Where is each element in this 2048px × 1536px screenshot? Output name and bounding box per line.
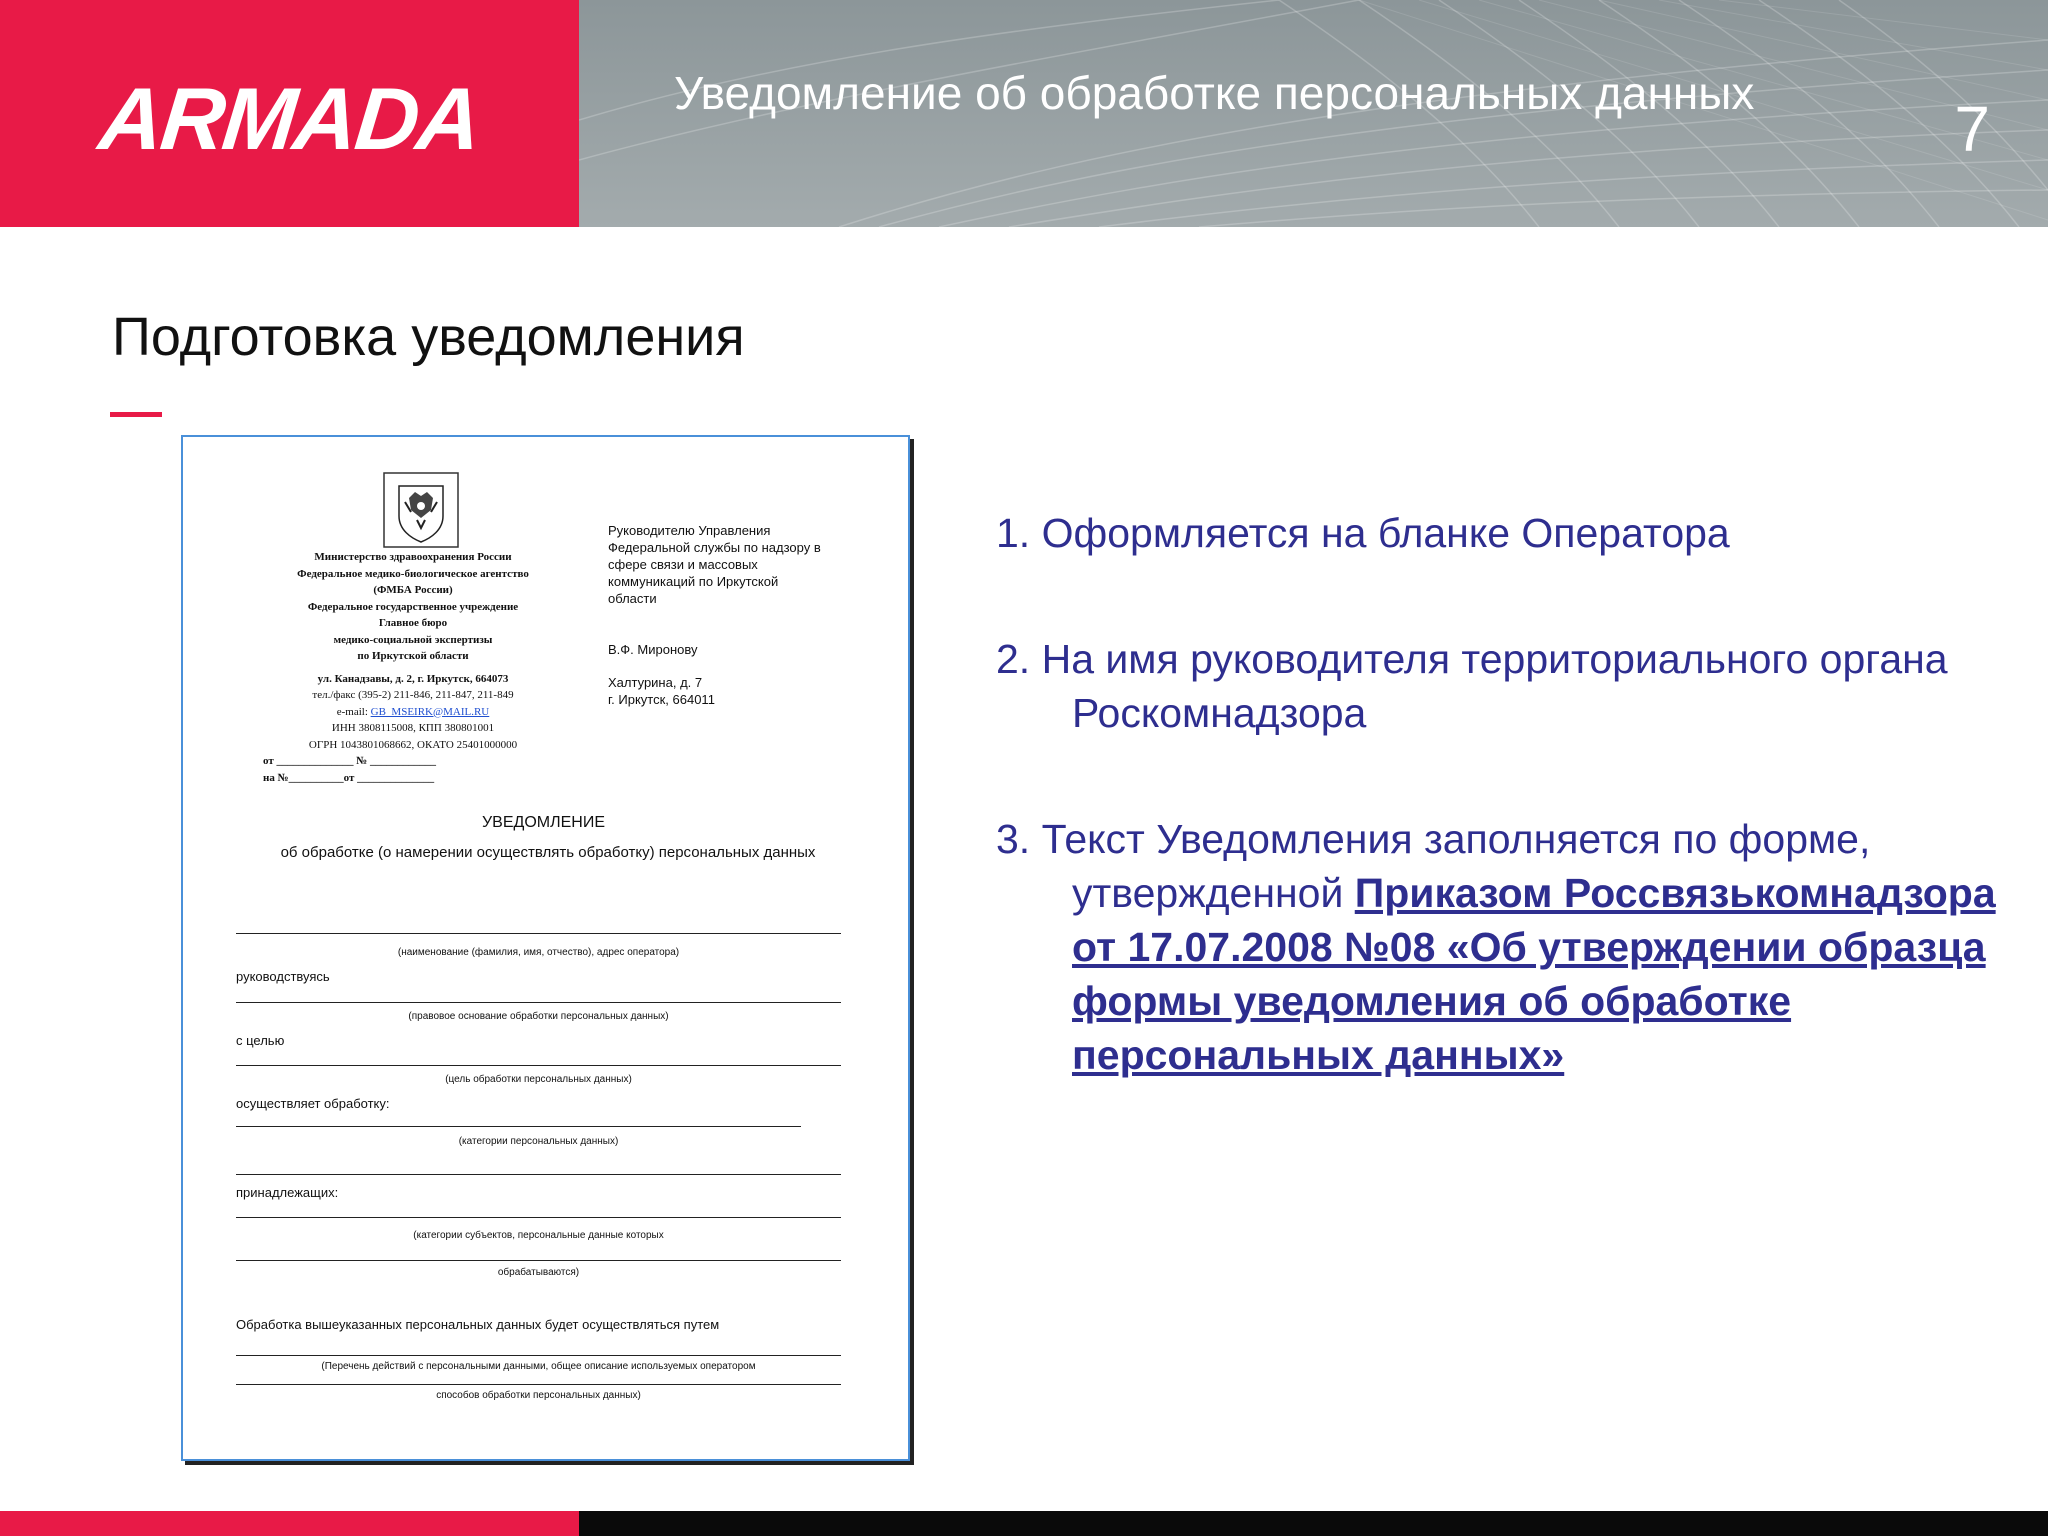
recipient-block [608,522,858,607]
form-subheading: об обработке (о намерении осуществлять обработку) персональных данных [280,844,816,861]
notification-form-image [181,435,910,1461]
armada-logo: ARMADA [94,69,485,168]
letterhead-email-link[interactable]: GB_MSEIRK@MAIL.RU [370,705,490,718]
form-hint: (Перечень действий с персональными данными, общее описание используемых оператором [321,1361,756,1372]
list-item-3-text: 3. Текст Уведомления заполняется по форме, утвержденной [996,816,1871,916]
form-blank-line [236,1384,841,1385]
form-blank-line [236,1002,841,1003]
recipient-line: Федеральной службы по надзору в [608,540,821,555]
form-hint: способов обработки персональных данных) [436,1390,641,1401]
footer-bar-black [579,1511,2048,1536]
form-hint: (цель обработки персональных данных) [445,1074,632,1085]
slide-header [0,0,2048,227]
letterhead-line: Главное бюро [378,617,448,629]
form-blank-line [236,1126,801,1127]
list-item-3 [996,812,1996,1082]
list-item-1: 1. Оформляется на бланке Оператора [996,510,1730,556]
form-heading: УВЕДОМЛЕНИЕ [481,814,605,831]
accent-divider [110,412,162,417]
recipient-line: области [608,591,657,606]
recipient-street: Халтурина, д. 7 [608,675,703,690]
letterhead-inn: ИНН 3808115008, КПП 380801001 [331,722,495,734]
form-blank-line [236,933,841,934]
recipient-line: сфере связи и массовых [608,557,758,572]
form-label: осуществляет обработку: [236,1096,390,1111]
order-link[interactable]: Приказом Россвязькомнадзора от 17.07.2008 №08 «Об утверждении образца формы уведомления об обработке персональных данных» [1072,870,1996,1078]
letterhead-line: (ФМБА России) [373,584,453,596]
coat-of-arms-icon [383,472,459,548]
content-list [996,506,1996,1154]
recipient-line: коммуникаций по Иркутской [608,574,779,589]
recipient-name: В.Ф. Миронову [608,642,698,657]
form-hint: (категории субъектов, персональные данные которых [413,1230,664,1241]
form-label: руководствуясь [236,969,330,984]
recipient-line: Руководителю Управления [608,523,771,538]
list-item-2: 2. На имя руководителя территориального органа Роскомнадзора [996,636,1948,736]
form-blank-line [236,1260,841,1261]
letterhead-line: по Иркутской области [357,650,469,662]
form-blank-line [236,1174,841,1175]
section-title: Подготовка уведомления [112,307,745,367]
letterhead-line: медико-социальной экспертизы [333,633,493,646]
form-blank-line [236,1065,841,1066]
form-hint: (правовое основание обработки персональных данных) [408,1011,669,1022]
operator-letterhead [263,549,563,786]
header-title-panel [579,0,2048,227]
letterhead-number-row: на №__________от ______________ [263,771,435,784]
form-label: принадлежащих: [236,1185,339,1200]
brand-panel [0,0,579,227]
letterhead-ogrn: ОГРН 1043801068662, ОКАТО 25401000000 [308,738,518,751]
footer-bar-red [0,1511,579,1536]
form-hint: обрабатываются) [497,1267,580,1278]
page-number: 7 [1954,93,1990,165]
letterhead-number-row: от ______________ № ____________ [263,755,437,767]
recipient-address [608,674,715,708]
letterhead-line: Федеральное государственное учреждение [307,600,519,613]
header-title: Уведомление об обработке персональных данных [674,67,1755,119]
form-hint: (категории персональных данных) [458,1136,619,1147]
form-blank-line [236,1355,841,1356]
form-blank-line [236,1217,841,1218]
letterhead-phone: тел./факс (395-2) 211-846, 211-847, 211-849 [312,689,514,701]
letterhead-line: Федеральное медико-биологическое агентство [297,567,529,580]
recipient-city: г. Иркутск, 664011 [608,692,715,707]
letterhead-address: ул. Канадзавы, д. 2, г. Иркутск, 664073 [317,672,509,685]
form-label: с целью [236,1033,285,1048]
letterhead-line: Министерство здравоохранения России [314,551,512,563]
form-hint: (наименование (фамилия, имя, отчество), адрес оператора) [397,947,680,958]
letterhead-email-label: e-mail: [336,705,368,718]
form-label: Обработка вышеуказанных персональных данных будет осуществляться путем [236,1317,720,1332]
